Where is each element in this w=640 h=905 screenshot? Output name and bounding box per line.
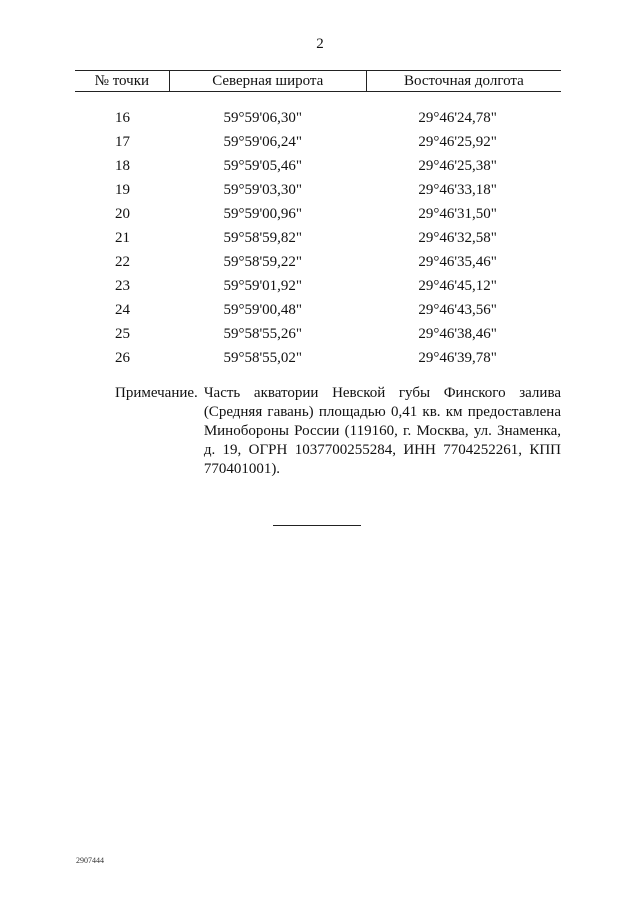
note-text: Часть акватории Невской губы Финского залива (Средняя гавань) площадью 0,41 кв. км предоставлена Минобороны России (119160, г. Москва, ул. Знаменка, д. 19, ОГРН 1037700255284, ИНН 7704252261, КПП 770401001). (203, 385, 561, 477)
latitude-value: 59°59'06,24" (223, 133, 303, 150)
table-spacer (75, 92, 561, 107)
table-row (75, 250, 561, 274)
longitude-value: 29°46'25,92" (418, 133, 497, 150)
table-row (75, 178, 561, 202)
longitude-value: 29°46'31,50" (418, 205, 497, 222)
point-number: 21 (115, 229, 130, 246)
latitude-value: 59°59'05,46" (223, 157, 303, 174)
latitude-value: 59°58'59,82" (223, 229, 303, 246)
point-number: 24 (115, 301, 130, 318)
latitude-value: 59°59'00,96" (223, 205, 303, 222)
longitude-value: 29°46'25,38" (418, 157, 497, 174)
table-row (75, 130, 561, 154)
header-north-latitude: Северная широта (169, 71, 366, 92)
table-row (75, 322, 561, 346)
longitude-value: 29°46'43,56" (418, 301, 497, 318)
longitude-value: 29°46'32,58" (418, 229, 497, 246)
table-row (75, 154, 561, 178)
header-east-longitude: Восточная долгота (366, 71, 561, 92)
table-row (75, 106, 561, 130)
table-row (75, 298, 561, 322)
note-block (115, 384, 561, 479)
latitude-value: 59°59'03,30" (223, 181, 303, 198)
longitude-value: 29°46'45,12" (418, 277, 497, 294)
latitude-value: 59°59'00,48" (223, 301, 303, 318)
longitude-value: 29°46'33,18" (418, 181, 497, 198)
table-row (75, 346, 561, 370)
longitude-value: 29°46'35,46" (418, 253, 497, 270)
longitude-value: 29°46'24,78" (418, 109, 497, 126)
coordinates-table (75, 70, 561, 370)
point-number: 19 (115, 181, 130, 198)
table-row (75, 202, 561, 226)
point-number: 20 (115, 205, 130, 222)
point-number: 22 (115, 253, 130, 270)
separator-line (273, 525, 361, 526)
table-header-row (75, 71, 561, 92)
latitude-value: 59°59'01,92" (223, 277, 303, 294)
longitude-value: 29°46'39,78" (418, 349, 497, 366)
point-number: 26 (115, 349, 130, 366)
point-number: 25 (115, 325, 130, 342)
point-number: 18 (115, 157, 130, 174)
latitude-value: 59°58'55,02" (223, 349, 303, 366)
table-row (75, 226, 561, 250)
header-point-number: № точки (75, 71, 169, 92)
latitude-value: 59°58'55,26" (223, 325, 303, 342)
page-number: 2 (316, 36, 324, 52)
latitude-value: 59°59'06,30" (223, 109, 303, 126)
latitude-value: 59°58'59,22" (223, 253, 303, 270)
note-label: Примечание. (115, 385, 198, 401)
point-number: 23 (115, 277, 130, 294)
longitude-value: 29°46'38,46" (418, 325, 497, 342)
document-code: 2907444 (76, 856, 104, 865)
table-row (75, 274, 561, 298)
point-number: 16 (115, 109, 130, 126)
point-number: 17 (115, 133, 130, 150)
